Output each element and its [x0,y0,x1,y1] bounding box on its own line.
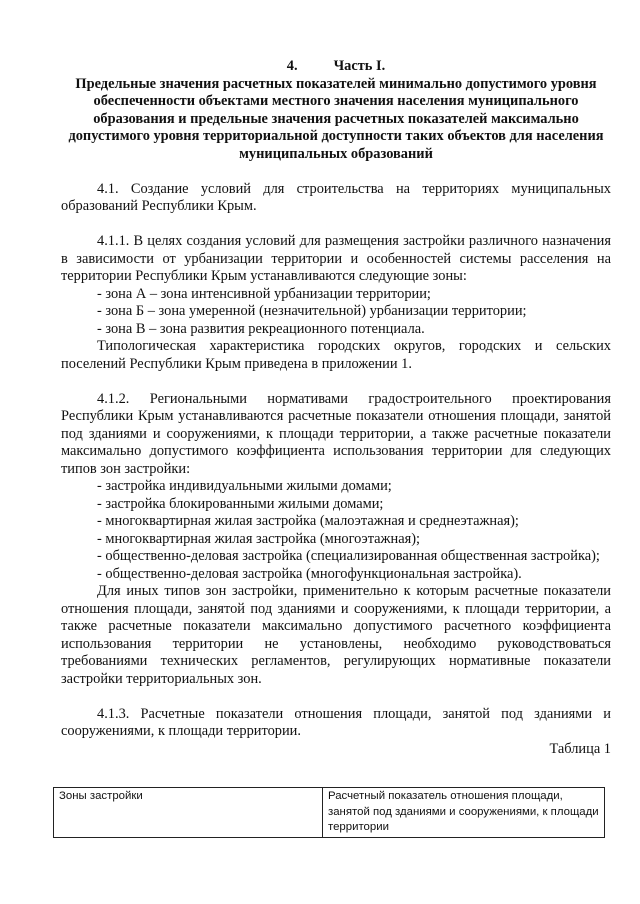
list-item-zone-b: - зона Б – зона умеренной (незначительной) урбанизации территории; [97,303,527,319]
table-header-zones: Зоны застройки [54,788,323,838]
table-header-indicator: Расчетный показатель отношения площади, занятой под зданиями и сооружениями, к площади территории [323,788,605,838]
section-title: Предельные значения расчетных показателей минимально допустимого уровня обеспеченности объектами местного значения населения муниципального образования и предельные значения расчетных показателей максимально допустимого уровня территориальной доступности таких объектов для населения муниципальных образований [68,75,604,162]
paragraph-4-1-2: 4.1.2. Региональными нормативами градостроительного проектирования Республики Крым устанавливаются расчетные показатели отношения площади, занятой под зданиями и сооружениями, к площади территории, а также расчетные показатели максимально допустимого коэффициента использования территории для следующих типов зон застройки: [61,390,611,477]
table-header-row [54,788,605,838]
list-item-type-1: - застройка индивидуальными жилыми домами; [97,478,392,494]
paragraph-4-1-3: 4.1.3. Расчетные показатели отношения площади, занятой под зданиями и сооружениями, к площади территории. [61,705,611,739]
list-item-type-6: - общественно-деловая застройка (многофункциональная застройка). [97,565,522,582]
paragraph-4-1-1: 4.1.1. В целях создания условий для размещения застройки различного назначения в зависимости от урбанизации территории и особенностей системы расселения на территории Республики Крым устанавливаются следующие зоны: [61,233,611,284]
paragraph-typology: Типологическая характеристика городских округов, городских и сельских поселений Республики Крым приведена в приложении 1. [61,338,611,372]
paragraph-other-types: Для иных типов зон застройки, применительно к которым расчетные показатели отношения площади, занятой под зданиями и сооружениями, к площади территории, а также расчетные показатели максимально допустимого расчетного коэффициента использования территории не установлены, необходимо руководствоваться требованиями технических регламентов, регулирующих нормативные показатели застройки территориальных зон. [61,583,611,687]
list-item-type-4: - многоквартирная жилая застройка (многоэтажная); [97,530,420,547]
document-page [61,58,611,758]
section-number-line [61,58,611,76]
paragraph-4-1: 4.1. Создание условий для строительства на территориях муниципальных образований Республики Крым. [61,180,611,214]
section-heading [61,58,611,163]
table-caption: Таблица 1 [549,740,611,757]
list-item-type-3: - многоквартирная жилая застройка (малоэтажная и среднеэтажная); [97,513,519,529]
list-item-type-2: - застройка блокированными жилыми домами; [97,495,384,512]
section-part: Часть I. [333,58,386,74]
list-item-zone-v: - зона В – зона развития рекреационного потенциала. [97,320,425,337]
section-number: 4. [286,58,298,74]
table-1 [53,787,605,838]
list-item-zone-a: - зона А – зона интенсивной урбанизации территории; [97,285,431,302]
list-item-type-5: - общественно-деловая застройка (специализированная общественная застройка); [97,548,600,564]
